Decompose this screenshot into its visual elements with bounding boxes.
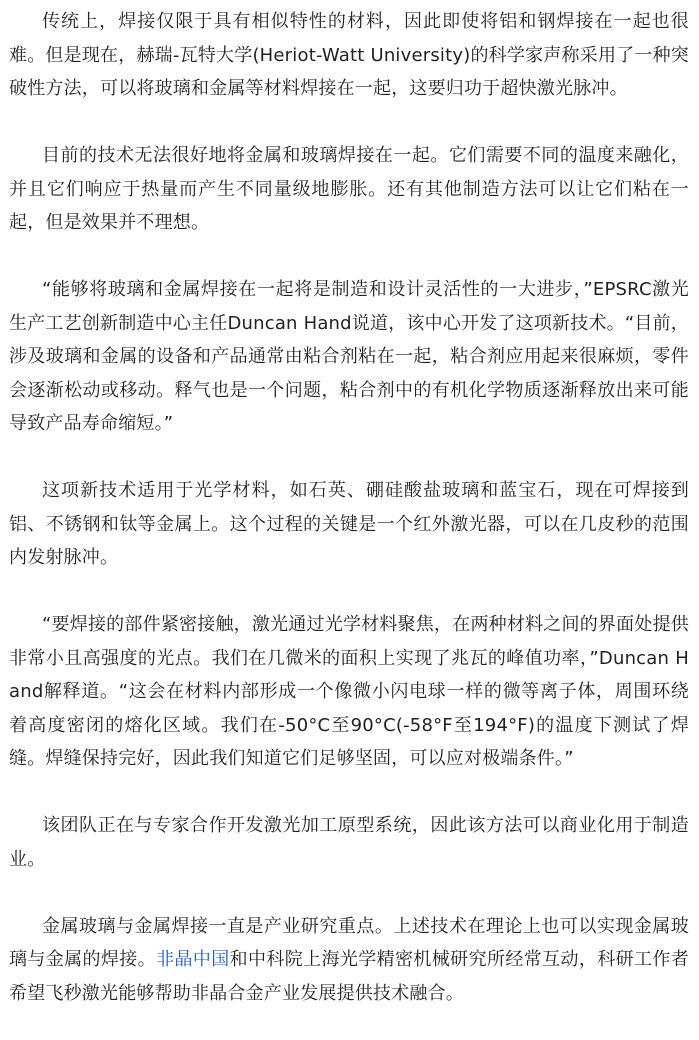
paragraph-6: 该团队正在与专家合作开发激光加工原型系统，因此该方法可以商业化用于制造业。 — [9, 815, 689, 870]
paragraph-4: 这项新技术适用于光学材料，如石英、硼硅酸盐玻璃和蓝宝石，现在可焊接到铝、不锈钢和钛等金属上。这个过程的关键是一个红外激光器，可以在几皮秒的范围内发射脉冲。 — [9, 480, 689, 568]
paragraph-5: “要焊接的部件紧密接触，激光通过光学材料聚焦，在两种材料之间的界面处提供非常小且高强度的光点。我们在几微米的面积上实现了兆瓦的峰值功率，”Duncan Hand解释道。“这会在材料内部形成一个像微小闪电球一样的微等离子体，周围环绕着高度密闭的熔化区域。我们在-50°C至90°C(-58°F至194°F)的温度下测试了焊缝。焊缝保持完好，因此我们知道它们足够坚固，可以应对极端条件。” — [9, 614, 689, 769]
paragraph-7-text-before: 金属玻璃与金属焊接一直是产业研究重点。上述技术在理论上也可以实现金属玻璃与金属的焊接。 — [9, 915, 689, 970]
paragraph-7-text-after: 和中科院上海光学精密机械研究所经常互动，科研工作者希望飞秒激光能够帮助非晶合金产业发展提供技术融合。 — [9, 949, 689, 1004]
amorphous-china-link[interactable]: 非晶中国 — [156, 949, 230, 970]
paragraph-7 — [9, 910, 689, 1011]
article-body — [9, 5, 689, 1010]
paragraph-3: “能够将玻璃和金属焊接在一起将是制造和设计灵活性的一大进步，”EPSRC激光生产工艺创新制造中心主任Duncan Hand说道，该中心开发了这项新技术。“目前，涉及玻璃和金属的设备和产品通常由粘合剂粘在一起，粘合剂应用起来很麻烦，零件会逐渐松动或移动。释气也是一个问题，粘合剂中的有机化学物质逐渐释放出来可能导致产品寿命缩短。” — [9, 279, 689, 434]
paragraph-1: 传统上，焊接仅限于具有相似特性的材料，因此即使将铝和钢焊接在一起也很难。但是现在，赫瑞-瓦特大学(Heriot-Watt University)的科学家声称采用了一种突破性方法，可以将玻璃和金属等材料焊接在一起，这要归功于超快激光脉冲。 — [9, 11, 689, 99]
paragraph-2: 目前的技术无法很好地将金属和玻璃焊接在一起。它们需要不同的温度来融化，并且它们响应于热量而产生不同量级地膨胀。还有其他制造方法可以让它们粘在一起，但是效果并不理想。 — [9, 145, 689, 233]
